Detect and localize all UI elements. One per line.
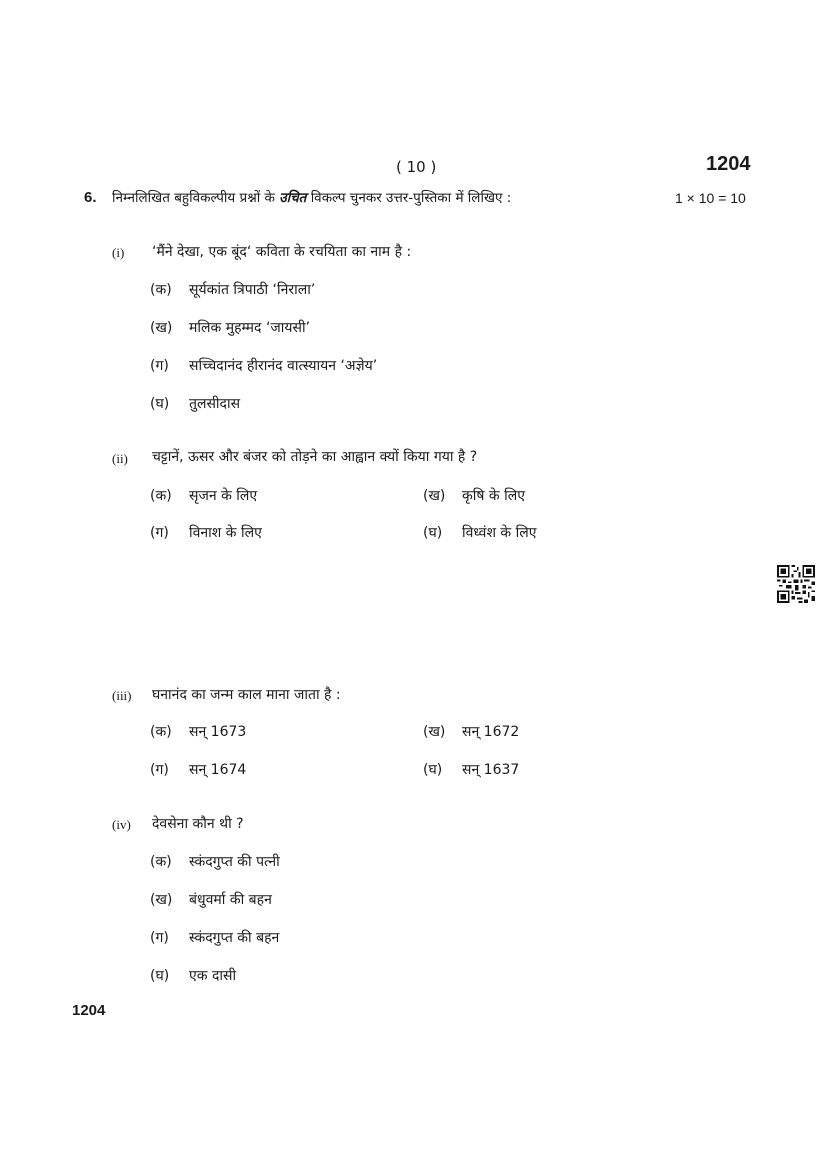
option-text: स्कंदगुप्त की बहन xyxy=(189,930,280,946)
option-text: सूर्यकांत त्रिपाठी ‘निराला’ xyxy=(189,282,316,298)
option-label: (घ) xyxy=(150,968,170,984)
option-label: (ग) xyxy=(150,762,169,778)
question-number: 6. xyxy=(84,189,97,206)
option-label: (क) xyxy=(150,488,172,504)
question-roman-iv: (iv) xyxy=(112,817,131,832)
option-label: (घ) xyxy=(150,396,170,412)
option-text: सृजन के लिए xyxy=(189,488,258,504)
option-text: बंधुवर्मा की बहन xyxy=(189,892,272,908)
option-text: सन् 1674 xyxy=(189,762,247,778)
option-text: तुलसीदास xyxy=(189,396,241,412)
question-roman-iii: (iii) xyxy=(112,688,132,703)
option-text: स्कंदगुप्त की पत्नी xyxy=(189,854,280,870)
question-text-iv: देवसेना कौन थी ? xyxy=(152,816,244,832)
question-roman-ii: (ii) xyxy=(112,451,128,466)
option-text: मलिक मुहम्मद ‘जायसी’ xyxy=(189,320,311,336)
option-label: (ख) xyxy=(423,488,446,504)
paper-code-footer: 1204 xyxy=(72,1002,106,1019)
option-label: (क) xyxy=(150,724,172,740)
option-label: (ग) xyxy=(150,930,169,946)
option-label: (घ) xyxy=(423,762,443,778)
instruction-text-before: निम्नलिखित बहुविकल्पीय प्रश्नों के xyxy=(112,190,275,206)
option-label: (क) xyxy=(150,854,172,870)
option-text: सन् 1637 xyxy=(462,762,520,778)
question-text-ii: चट्टानें, ऊसर और बंजर को तोड़ने का आह्वान क्यों किया गया है ? xyxy=(152,449,478,465)
option-label: (ग) xyxy=(150,358,169,374)
option-label: (घ) xyxy=(423,525,443,541)
option-text: कृषि के लिए xyxy=(462,488,525,504)
option-text: एक दासी xyxy=(189,968,237,984)
option-text: विनाश के लिए xyxy=(189,525,262,541)
marks-allocation: 1 × 10 = 10 xyxy=(675,190,746,206)
option-text: सन् 1672 xyxy=(462,724,520,740)
page-number: ( 10 ) xyxy=(396,158,437,176)
option-label: (क) xyxy=(150,282,172,298)
option-label: (ग) xyxy=(150,525,169,541)
question-text-i: ‘मैंने देखा, एक बूंद‘ कविता के रचयिता का नाम है : xyxy=(152,244,412,260)
section-instruction xyxy=(112,188,511,206)
question-roman-i: (i) xyxy=(112,245,125,260)
instruction-text-after: विकल्प चुनकर उत्तर-पुस्तिका में लिखिए : xyxy=(310,190,512,206)
option-label: (ख) xyxy=(423,724,446,740)
option-label: (ख) xyxy=(150,892,173,908)
option-text: सन् 1673 xyxy=(189,724,247,740)
qr-code xyxy=(777,565,815,603)
question-text-iii: घनानंद का जन्म काल माना जाता है : xyxy=(152,687,341,703)
paper-code-header: 1204 xyxy=(706,153,751,175)
instruction-emphasis: उचित xyxy=(279,190,307,206)
option-label: (ख) xyxy=(150,320,173,336)
option-text: सच्चिदानंद हीरानंद वात्स्यायन ‘अज्ञेय’ xyxy=(189,358,378,374)
option-text: विध्वंश के लिए xyxy=(462,525,537,541)
